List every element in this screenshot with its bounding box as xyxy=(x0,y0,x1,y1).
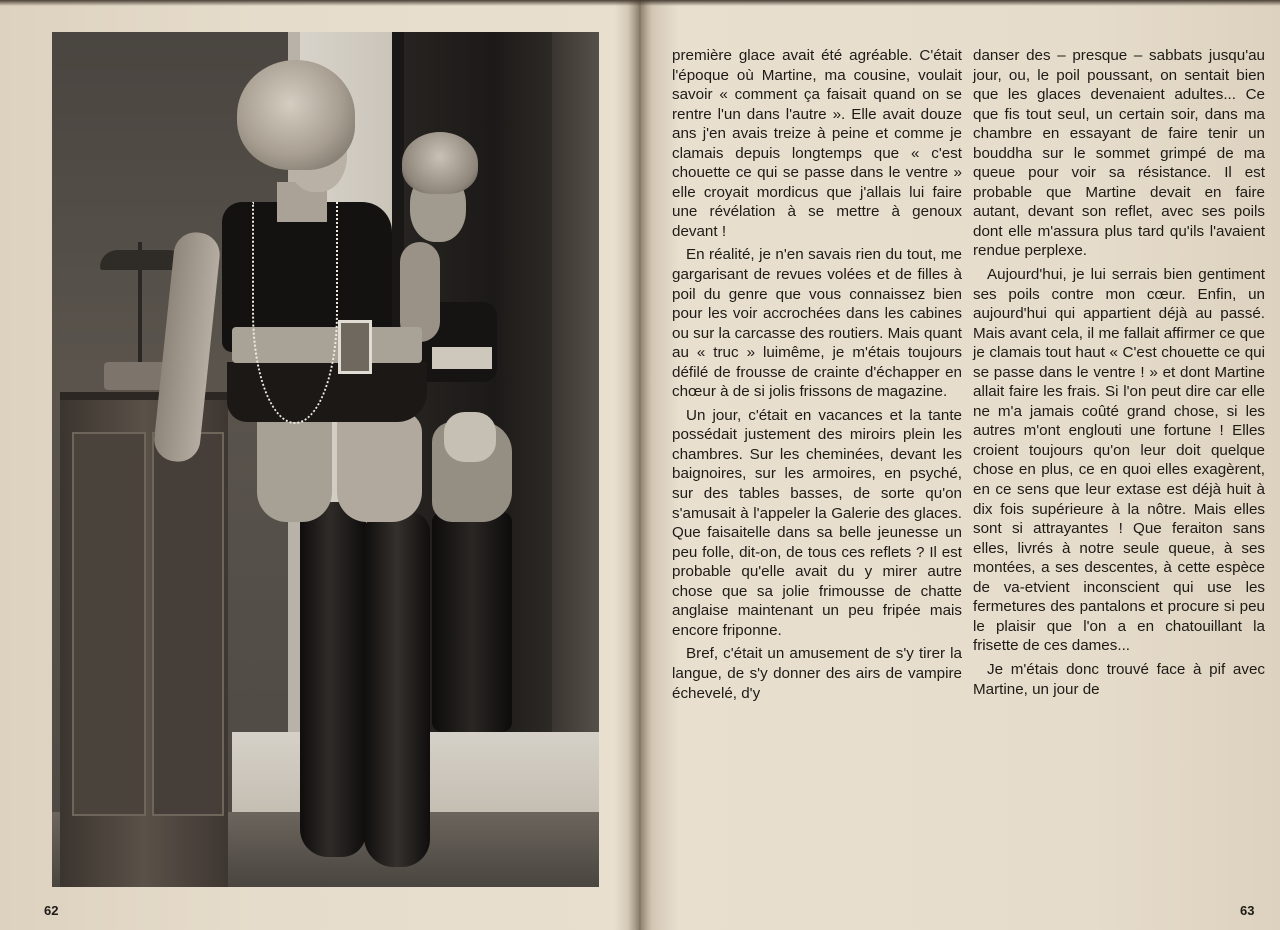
photo-boot-right xyxy=(364,512,430,867)
photo-hair xyxy=(237,60,355,170)
photograph xyxy=(52,32,599,887)
photo-reflection-sleeve xyxy=(432,347,492,369)
photo-reflection-boot xyxy=(432,512,512,732)
page-gutter xyxy=(628,0,652,930)
photo-hand xyxy=(444,412,496,462)
photo-cabinet-door-right xyxy=(152,432,224,816)
photo-necklace xyxy=(252,202,338,424)
page-number-left: 62 xyxy=(44,903,59,918)
paragraph: première glace avait été agréable. C'était l'époque où Martine, ma cousine, voulait savoir « comment ça faisait quand on se rentre l'un dans l'autre ». Elle avait douze ans j'en avais treize à peine et comme je clamais depuis longtemps que « c'est chouette ce qui se passe dans le ventre » elle croyait mordicus que j'allais lui faire une révélation à se mettre à genoux devant ! xyxy=(672,47,962,240)
paragraph: Je m'étais donc trouvé face à pif avec Martine, un jour de xyxy=(973,660,1265,698)
paragraph: Bref, c'était un amusement de s'y tirer la langue, de s'y donner des airs de vampire échevelé, d'y xyxy=(672,645,962,702)
paragraph: Aujourd'hui, je lui serrais bien gentiment ses poils contre mon cœur. Enfin, un aujourd'hui qui appartient déjà au passé. Mais avant cela, il me fallait affirmer ce que je clamais tout haut « C'est chouette ce qui se passe dans le ventre ! » et dont Martine allait faire les frais. Si l'on peut dire car elle ne m'a jamais coûté grand chose, si les autres m'ont englouti une fortune ! Elles croient toujours qu'on leur doit quelque chose en plus, ce en quoi elles exagèrent, en ce sens que leur extase est déjà huit à dix fois supérieure à la nôtre. Mais elles sont si attrayantes ! Que feraiton sans elles, livrés à notre seule queue, à ses montées, a ses descentes, à cette espèce de va-etvient inconscient qui use les fermetures des pantalons et procure si peu le plaisir que l'on a en chatouillant la frisette de ces dames... xyxy=(973,266,1265,655)
photo-reflection-hair xyxy=(402,132,478,194)
photo-thigh-right xyxy=(337,412,422,522)
page-number-right: 63 xyxy=(1240,903,1255,918)
photo-mirror-edge xyxy=(552,32,599,792)
photo-thigh-left xyxy=(257,412,332,522)
photo-boot-left xyxy=(300,502,366,857)
text-column-1 xyxy=(672,46,962,707)
paragraph: En réalité, je n'en savais rien du tout, me gargarisant de revues volées et de filles à poil du genre que vous connaissez bien pour les voir accrochées dans les cabines ou sur la carcasse des routiers. Mais quant au « truc » luimême, je m'étais toujours défilé de frousse de crainte d'échapper en chœur à de si jolis frissons de magazine. xyxy=(672,246,962,401)
paragraph: Un jour, c'était en vacances et la tante possédait justement des miroirs plein les chambres. Sur les cheminées, devant les baignoires, sur les armoires, en psyché, sur des tables basses, de sorte qu'on s'amusait à l'appeler la Galerie des glaces. Que faisaitelle dans sa belle jeunesse un peu folle, dit-on, de tous ces reflets ? Il est probable qu'elle avait du y mirer autre chose que sa jolie frimousse de chatte anglaise maintenant un peu fripée mais encore friponne. xyxy=(672,406,962,639)
photo-belt-buckle xyxy=(338,320,372,374)
text-column-2 xyxy=(973,46,1265,703)
photo-cabinet-door-left xyxy=(72,432,146,816)
paragraph: danser des – presque – sabbats jusqu'au jour, ou, le poil poussant, on sentait bien que les glaces devenaient adultes... Ce que fis tout seul, un certain soir, dans ma chambre en essayant de faire tenir un bouddha sur le sommet grimpé de ma queue pour voir sa résistance. Il est probable que Martine devait en faire autant, devant son reflet, avec ses poils dont elle m'assura plus tard qu'ils l'avaient rendue perplexe. xyxy=(973,47,1265,260)
